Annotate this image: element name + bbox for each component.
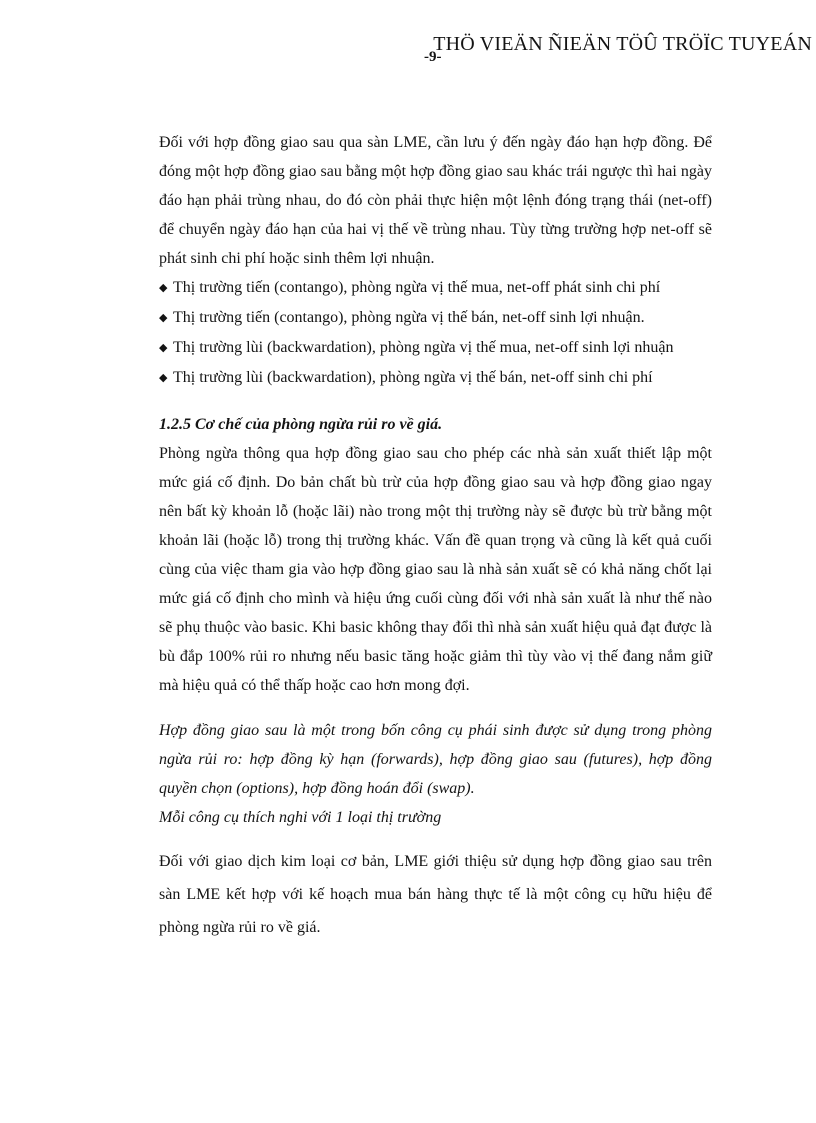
section-heading: 1.2.5 Cơ chế của phòng ngừa rủi ro về giá. xyxy=(159,416,443,433)
bullet-item xyxy=(159,333,712,363)
header-banner: THÖ VIEÄN ÑIEÄN TÖÛ TRÖÏC TUYEÁN xyxy=(433,33,812,55)
diamond-bullet-icon: ◆ xyxy=(159,312,168,324)
bullet-text: Thị trường tiến (contango), phòng ngừa vị thế bán, net-off sinh lợi nhuận. xyxy=(173,309,645,326)
diamond-bullet-icon: ◆ xyxy=(159,372,168,384)
document-body xyxy=(159,128,712,944)
intro-paragraph: Đối với hợp đồng giao sau qua sàn LME, cần lưu ý đến ngày đáo hạn hợp đồng. Để đóng một hợp đồng giao sau bằng một hợp đồng giao sau khác trái ngược thì hai ngày đáo hạn phải trùng nhau, do đó còn phải thực hiện một lệnh đóng trạng thái (net-off) để chuyển ngày đáo hạn của hai vị thế về trùng nhau. Tùy từng trường hợp net-off sẽ phát sinh chi phí hoặc sinh thêm lợi nhuận. xyxy=(159,134,712,267)
bullet-list xyxy=(159,273,712,393)
bullet-text: Thị trường lùi (backwardation), phòng ngừa vị thế mua, net-off sinh lợi nhuận xyxy=(173,339,674,356)
italic-note-paragraph: Hợp đồng giao sau là một trong bốn công cụ phái sinh được sử dụng trong phòng ngừa rủi ro: hợp đồng kỳ hạn (forwards), hợp đồng giao sau (futures), hợp đồng quyền chọn (options), hợp đồng hoán đổi (swap). xyxy=(159,722,712,797)
page-number: -9- xyxy=(424,49,442,65)
bullet-text: Thị trường tiến (contango), phòng ngừa vị thế mua, net-off phát sinh chi phí xyxy=(173,279,661,296)
bullet-item xyxy=(159,273,712,303)
closing-paragraph: Đối với giao dịch kim loại cơ bản, LME giới thiệu sử dụng hợp đồng giao sau trên sàn LME kết hợp với kế hoạch mua bán hàng thực tế là một công cụ hữu hiệu để phòng ngừa rủi ro về giá. xyxy=(159,853,712,936)
bullet-item xyxy=(159,303,712,333)
diamond-bullet-icon: ◆ xyxy=(159,282,168,294)
italic-note-line: Mỗi công cụ thích nghi với 1 loại thị trường xyxy=(159,809,442,826)
bullet-item xyxy=(159,363,712,393)
section-paragraph: Phòng ngừa thông qua hợp đồng giao sau cho phép các nhà sản xuất thiết lập một mức giá cố định. Do bản chất bù trừ của hợp đồng giao sau và hợp đồng giao ngay nên bất kỳ khoản lỗ (hoặc lãi) nào trong một thị trường này sẽ được bù trừ bằng một khoản lãi (hoặc lỗ) trong thị trường khác. Vấn đề quan trọng và cũng là kết quả cuối cùng của việc tham gia vào hợp đồng giao sau là nhà sản xuất sẽ có khả năng chốt lại mức giá cố định cho mình và hiệu ứng cuối cùng đối với nhà sản xuất là như thế nào sẽ phụ thuộc vào basic. Khi basic không thay đổi thì nhà sản xuất hiệu quả đạt được là bù đắp 100% rủi ro nhưng nếu basic tăng hoặc giảm thì tùy vào vị thế đang nắm giữ mà hiệu quả có thể thấp hoặc cao hơn mong đợi. xyxy=(159,445,712,694)
bullet-text: Thị trường lùi (backwardation), phòng ngừa vị thế bán, net-off sinh chi phí xyxy=(173,369,653,386)
diamond-bullet-icon: ◆ xyxy=(159,342,168,354)
